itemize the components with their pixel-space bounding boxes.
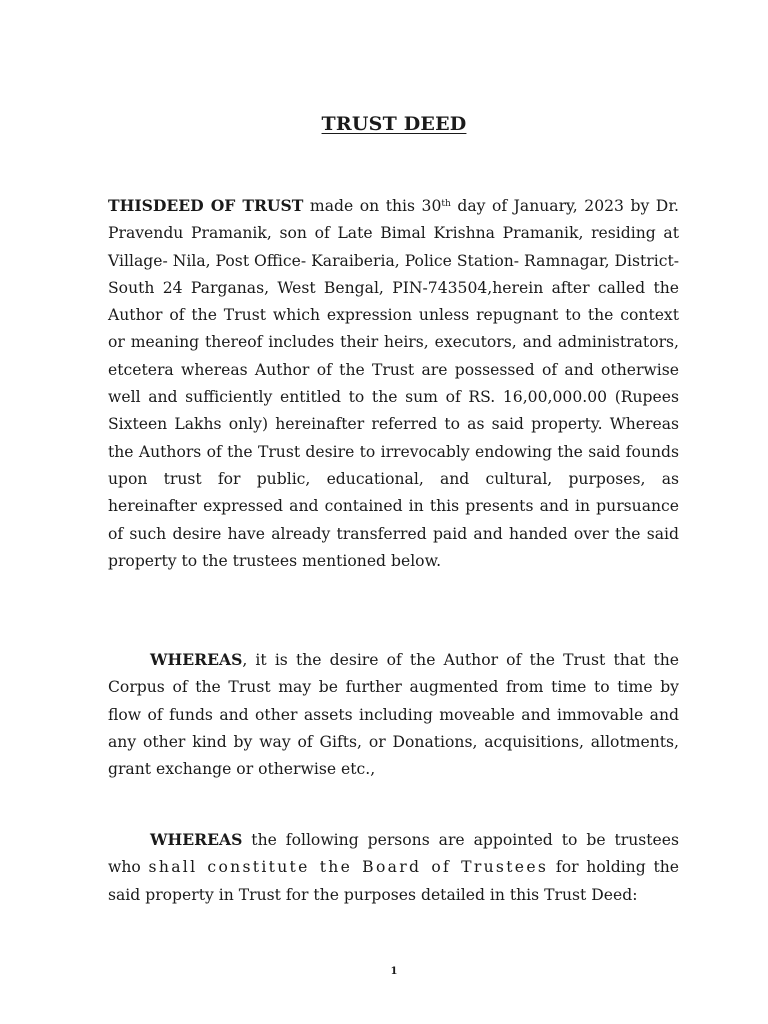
whereas-trustees-text-3: for holding the said property in Trust for the purposes detailed in this Trust Deed: [108, 858, 679, 904]
deed-text-body: day of January, 2023 by Dr. Pravendu Pramanik, son of Late Bimal Krishna Pramanik, residing at Village- Nila, Post Office- Karaiberia, Police Station- Ramnagar, District- South 24 Parganas, West Bengal, PIN-743504,herein after called the Author of the Trust which expression unless repugnant to the context or meaning thereof includes their heirs, executors, and administrators, etcetera whereas Author of the Trust are possessed of and otherwise well and sufficiently entitled to the sum of RS. 16,00,000.00 (Rupees Sixteen Lakhs only) hereinafter referred to as said property. Whereas the Authors of the Trust desire to irrevocably endowing the said founds upon trust for public, educational, and cultural, purposes, as hereinafter expressed and contained in this presents and in pursuance of such desire have already transferred paid and handed over the said property to the trustees mentioned below. [108, 197, 680, 570]
deed-text-start: made on this 30 [303, 197, 442, 215]
whereas-lead-bold: WHEREAS [150, 830, 243, 849]
page-number: 1 [390, 966, 398, 977]
document-title: TRUST DEED [321, 113, 467, 135]
whereas-trustees-paragraph [108, 826, 679, 909]
whereas-corpus-paragraph [108, 646, 679, 783]
deed-lead-bold: THISDEED OF TRUST [108, 196, 304, 215]
whereas-lead-bold: WHEREAS [150, 650, 243, 669]
whereas-trustees-text-2: shall constitute the Board of Trustees [148, 858, 549, 877]
whereas-corpus-text: , it is the desire of the Author of the Trust that the Corpus of the Trust may be further augmented from time to time by flow of funds and other assets including moveable and immovable and any other kind by way of Gifts, or Donations, acquisitions, allotments, grant exchange or otherwise etc., [108, 651, 679, 779]
date-superscript: th [441, 199, 451, 209]
whereas-trustees-text-1: the following persons are appointed to be trustees who [108, 831, 679, 877]
opening-paragraph [108, 192, 679, 575]
